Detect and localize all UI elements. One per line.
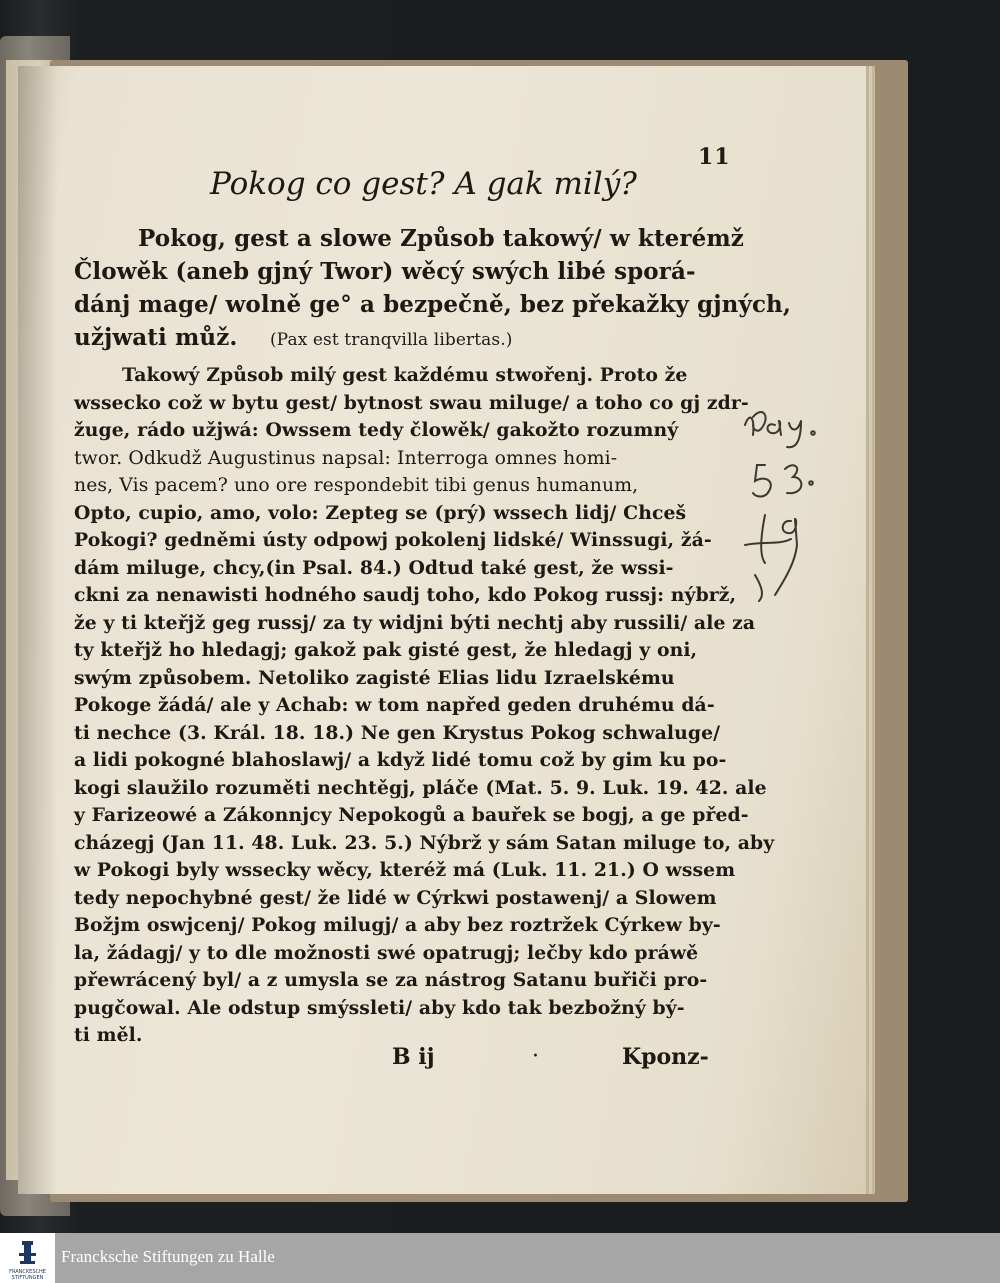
text-line: kogi slaužilo rozuměti nechtěgj, pláče (Mat. 5. 9. Luk. 19. 42. ale xyxy=(74,776,767,799)
text-line: swým způsobem. Netoliko zagisté Elias lidu Izraelskému xyxy=(74,666,675,689)
latin-quote: (Pax est tranqvilla libertas.) xyxy=(269,330,513,350)
text-line: twor. Odkudž Augustinus napsal: Interroga omnes homi- xyxy=(74,447,618,469)
institution-logo-icon xyxy=(0,1233,55,1269)
text-line xyxy=(74,321,734,354)
text-line: Pokogi? gedněmi̇ ústy odpowj pokolenj lidské/ Winssugi, žá- xyxy=(74,529,712,551)
text-line: Pokog, gest a slowe Způsob takowý/ w kterémž xyxy=(138,225,744,252)
page-gutter-shadow xyxy=(18,66,58,1194)
text-line: dám miluge, chcy,(in Psal. 84.) Odtud také gest, že wssi- xyxy=(74,556,674,579)
text-line: dánj mage/ wolně ge° a bezpečně, bez překažky gjných, xyxy=(74,291,791,318)
logo-text: FRANCKESCHE STIFTUNGEN xyxy=(9,1269,46,1281)
body-paragraph xyxy=(74,362,775,1050)
intro-paragraph xyxy=(74,222,791,354)
page-number: 11 xyxy=(698,144,731,170)
handwritten-margin-note xyxy=(735,395,845,605)
signature-mark: B ij xyxy=(392,1044,435,1070)
text-line: cházegj (Jan 11. 48. Luk. 23. 5.) Nýbrž y sám Satan miluge to, aby xyxy=(74,831,775,854)
text-line: Božjm oswjcenj/ Pokog milugj/ a aby bez roztržek Cýrkew by- xyxy=(74,914,721,936)
text-line: Takowý Způsob milý gest každému stwořenj. Proto že xyxy=(122,364,688,386)
text-line: la, žádagj/ y to dle možnosti swé opatrugj; lečby kdo práwě xyxy=(74,941,699,964)
text-line: žuge, rádo užjwá: Owssem tedy člowěk/ gakožto rozumný xyxy=(74,419,679,441)
text-line: ckni za nenawisti hodného saudj toho, kdo Pokog russj: nýbrž, xyxy=(74,584,737,606)
text-line: Opto, cupio, amo, volo: Zepteg se (prý) wssech lidj/ Chceš xyxy=(74,501,687,524)
text-line: y Farizeowé a Zákonnjcy Nepokogů a bauřek se bogj, a ge před- xyxy=(74,804,749,826)
text-line: wssecko což w bytu gest/ bytnost swau miluge/ a toho co gj zdr- xyxy=(74,391,749,414)
text-line: pugčowal. Ale odstup smýssleti/ aby kdo tak bezbožný bý- xyxy=(74,996,685,1019)
text-line: tedy nepochybné gest/ že lidé w Cýrkwi postawenj/ a Slowem xyxy=(74,886,717,909)
text-line: přewrácený byl/ a z umysla se za nástrog Satanu buřiči pro- xyxy=(74,969,708,991)
text-line: ti měl. xyxy=(74,1024,143,1046)
text-line: ty kteřjž ho hledagj; gakož pak gisté gest, že hledagj y oni, xyxy=(74,639,698,661)
institution-logo[interactable] xyxy=(0,1233,55,1283)
text-line: a lidi pokogné blahoslawj/ a když lidé tomu což by gim ku po- xyxy=(74,749,727,771)
text-line: Pokoge žádá/ ale y Achab: w tom napřed geden druhému dá- xyxy=(74,694,715,716)
text-line: ti nechce (3. Král. 18. 18.) Ne gen Krystus Pokog schwaluge/ xyxy=(74,721,721,744)
text-line: že y ti kteřjž geg russj/ za ty widjni býti nechtj aby russili/ ale za xyxy=(74,611,756,634)
separator-dot: · xyxy=(532,1044,539,1069)
text-line: w Pokogi byly wssecky wěcy, kteréž má (Luk. 11. 21.) O wssem xyxy=(74,859,736,881)
text-line-content: užjwati můž. xyxy=(74,324,238,351)
catchword: Kponz- xyxy=(622,1044,709,1070)
institution-name: Francksche Stiftungen zu Halle xyxy=(61,1247,275,1266)
page-title: Pokog co gest? A gak milý? xyxy=(210,166,637,202)
text-line: Člowěk (aneb gjný Twor) wěcý swých libé sporá- xyxy=(74,258,696,285)
page-footer xyxy=(392,1044,712,1080)
text-line: nes, Vis pacem? uno ore respondebit tibi genus humanum, xyxy=(74,475,639,496)
